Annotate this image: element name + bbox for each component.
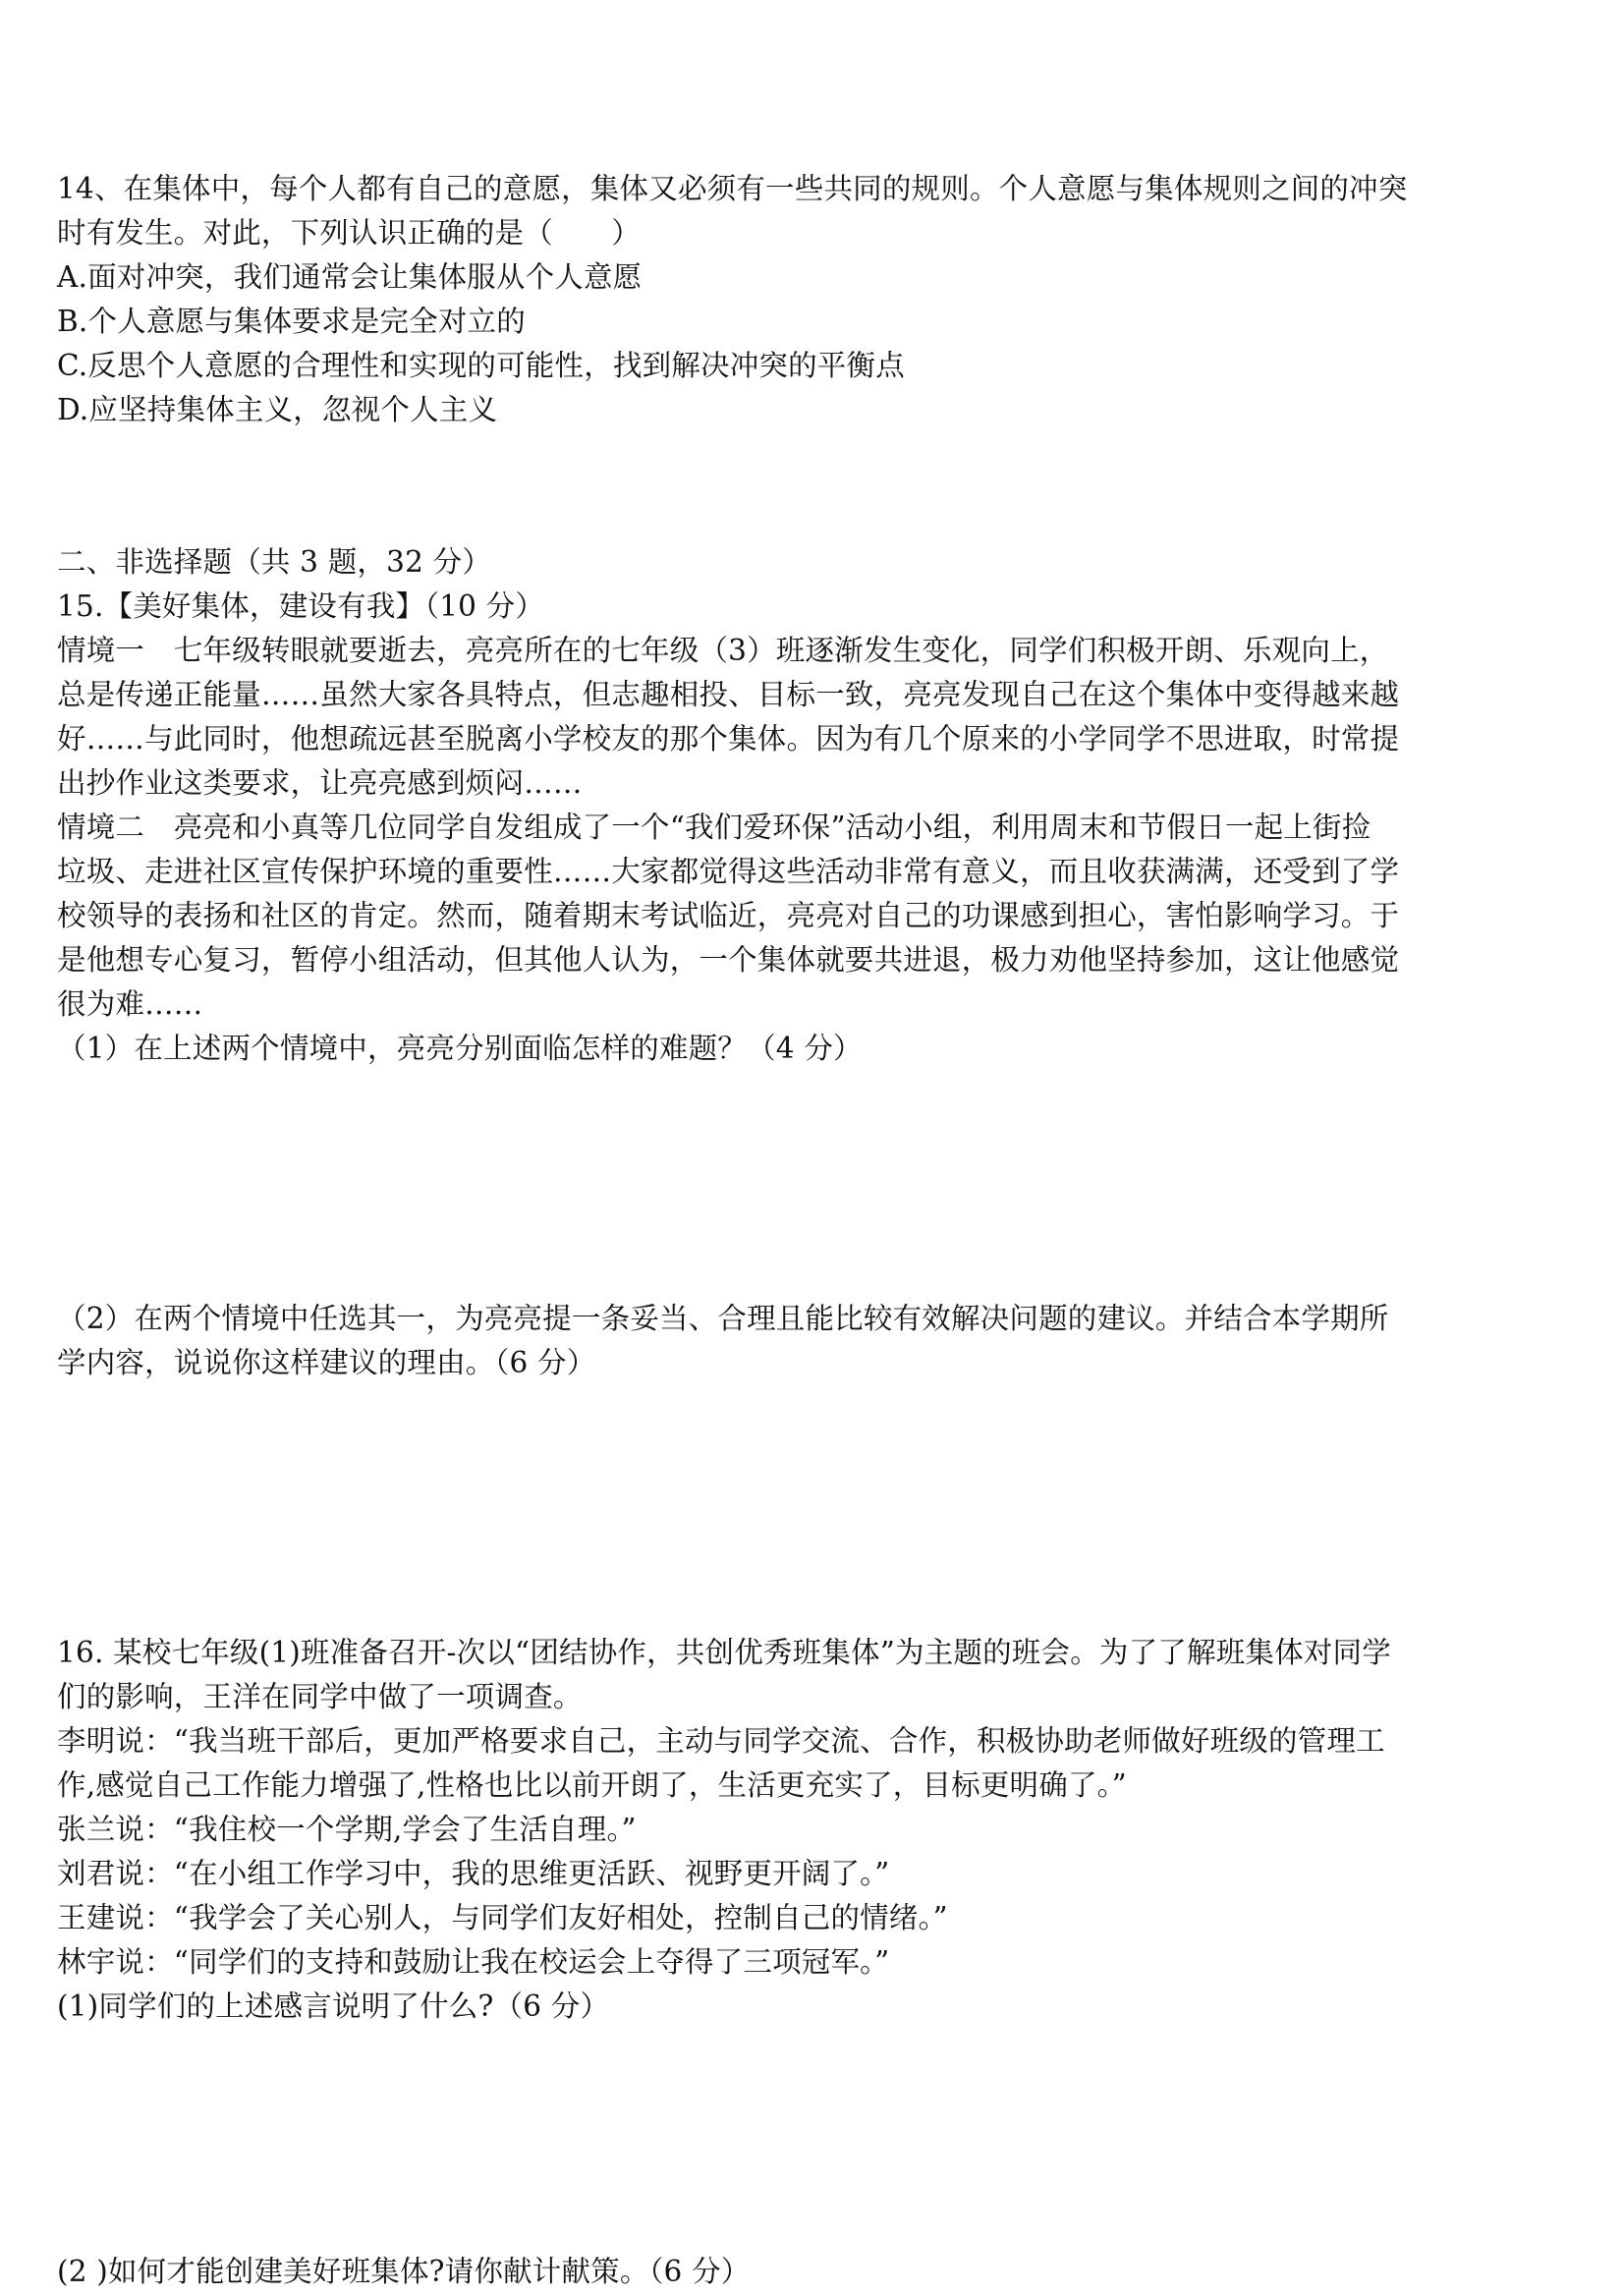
question-15 — [57, 585, 1580, 1631]
q16-quote-6: 林宇说：“同学们的支持和鼓励让我在校运会上夺得了三项冠军。” — [57, 1945, 890, 1979]
q14-option-c: C.反思个人意愿的合理性和实现的可能性，找到解决冲突的平衡点 — [57, 349, 905, 382]
q15-sub1: （1）在上述两个情境中，亮亮分别面临怎样的难题？（4 分） — [57, 1032, 863, 1065]
q14-stem-line-2: 时有发生。对此，下列认识正确的是（ ） — [57, 216, 642, 250]
q16-stem-line-1: 16. 某校七年级(1)班准备召开-次以“团结协作，共创优秀班集体”为主题的班会。为了了解班集体对同学 — [57, 1636, 1391, 1669]
q15-sub2-line-1: （2）在两个情境中任选其一，为亮亮提一条妥当、合理且能比较有效解决问题的建议。并结合本学期所 — [57, 1302, 1389, 1335]
q15-scenario1-line-2: 总是传递正能量……虽然大家各具特点，但志趣相投、目标一致，亮亮发现自己在这个集体中变得越来越 — [57, 678, 1400, 711]
q15-title: 15.【美好集体，建设有我】（10 分） — [57, 589, 545, 623]
blank-space — [57, 432, 1580, 540]
q15-scenario2-line-5: 很为难…… — [57, 987, 203, 1021]
q14-stem-line-1: 14、在集体中，每个人都有自己的意愿，集体又必须有一些共同的规则。个人意愿与集体规则之间的冲突 — [57, 172, 1408, 205]
q15-scenario2-line-2: 垃圾、走进社区宣传保护环境的重要性……大家都觉得这些活动非常有意义，而且收获满满，还受到了学 — [57, 855, 1400, 888]
q15-scenario1-line-4: 出抄作业这类要求，让亮亮感到烦闷…… — [57, 766, 583, 800]
q15-scenario2-line-4: 是他想专心复习，暂停小组活动，但其他人认为，一个集体就要共进退，极力劝他坚持参加，这让他感觉 — [57, 943, 1400, 977]
q15-scenario2-line-3: 校领导的表扬和社区的肯定。然而，随着期末考试临近，亮亮对自己的功课感到担心，害怕影响学习。于 — [57, 899, 1400, 932]
q15-sub2-line-2: 学内容，说说你这样建议的理由。（6 分） — [57, 1346, 596, 1379]
q15-scenario1-line-1: 情境一 七年级转眼就要逝去，亮亮所在的七年级（3）班逐渐发生变化，同学们积极开朗、乐观向上， — [57, 634, 1389, 667]
question-14 — [57, 167, 1580, 432]
q14-option-b: B.个人意愿与集体要求是完全对立的 — [57, 305, 526, 338]
q16-quote-2: 作,感觉自己工作能力增强了,性格也比以前开朗了，生活更充实了，目标更明确了。” — [57, 1768, 1127, 1802]
q16-stem-line-2: 们的影响，王洋在同学中做了一项调查。 — [57, 1680, 583, 1713]
q16-sub1: (1)同学们的上述感言说明了什么?（6 分） — [57, 1989, 610, 2023]
q14-option-d: D.应坚持集体主义，忽视个人主义 — [57, 393, 498, 426]
q16-quote-4: 刘君说：“在小组工作学习中，我的思维更活跃、视野更开阔了。” — [57, 1857, 890, 1890]
q16-quote-3: 张兰说：“我住校一个学期,学会了生活自理。” — [57, 1813, 637, 1846]
q16-quote-1: 李明说：“我当班干部后，更加严格要求自己，主动与同学交流、合作，积极协助老师做好班级的管理工 — [57, 1724, 1385, 1758]
q15-scenario1-line-3: 好……与此同时，他想疏远甚至脱离小学校友的那个集体。因为有几个原来的小学同学不思进取，时常提 — [57, 722, 1400, 756]
q14-option-a: A.面对冲突，我们通常会让集体服从个人意愿 — [57, 260, 643, 294]
exam-page — [57, 167, 1580, 2294]
q16-sub2: (2 )如何才能创建美好班集体?请你献计献策。（6 分） — [57, 2255, 751, 2288]
q15-scenario2-line-1: 情境二 亮亮和小真等几位同学自发组成了一个“我们爱环保”活动小组，利用周末和节假日一起上街捡 — [57, 811, 1371, 844]
answer-space — [57, 1071, 1580, 1297]
answer-space — [57, 2029, 1580, 2250]
answer-space — [57, 1385, 1580, 1631]
section-heading: 二、非选择题（共 3 题，32 分） — [57, 545, 492, 579]
question-16 — [57, 1631, 1580, 2294]
q16-quote-5: 王建说：“我学会了关心别人，与同学们友好相处，控制自己的情绪。” — [57, 1901, 948, 1934]
